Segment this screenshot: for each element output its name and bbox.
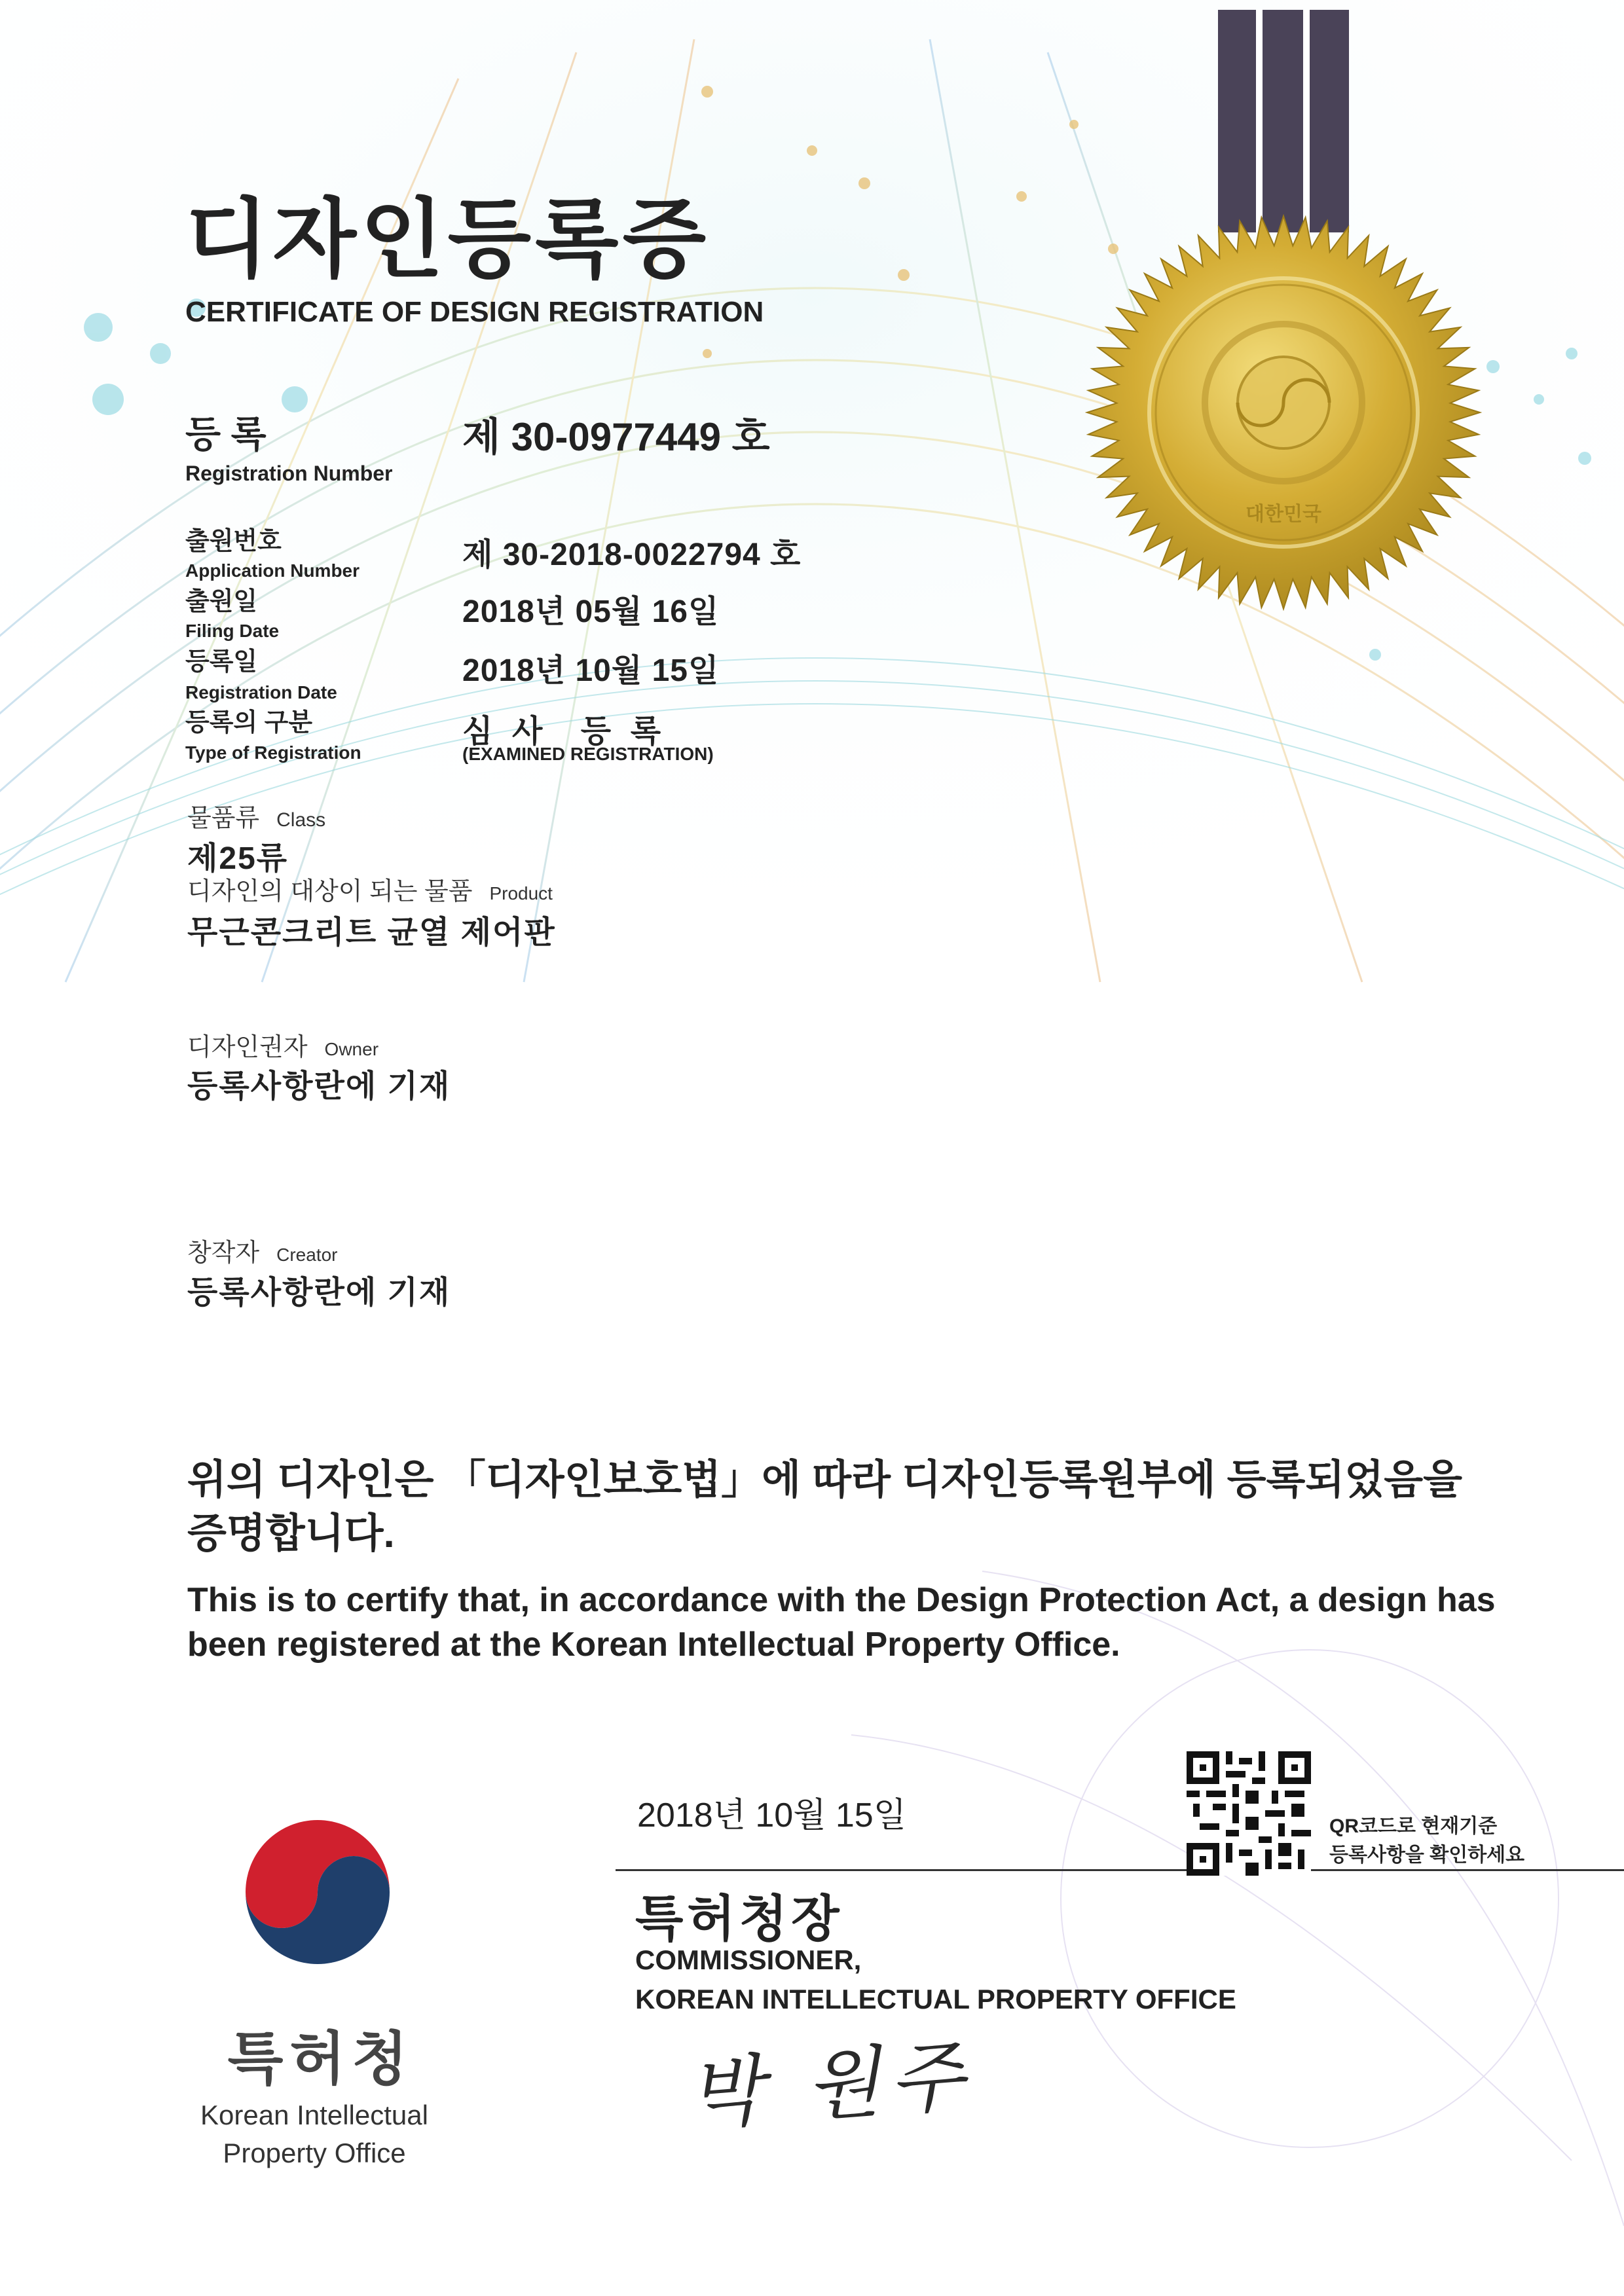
class-label-ko: 물품류 [187,805,260,832]
registration-date-label-ko: 등록일 [185,648,258,676]
qr-note-line1: QR코드로 현재기준 [1329,1815,1498,1837]
kipo-name-ko: 특허청 [227,2026,415,2091]
owner-label-ko: 디자인권자 [187,1034,308,1061]
issue-date: 2018년 10월 15일 [637,1796,906,1834]
filing-date-label-en: Filing Date [185,621,280,641]
registration-date-value: 2018년 10월 15일 [462,653,720,688]
creator-label [187,1232,338,1268]
commissioner-title-en-1: COMMISSIONER, [635,1944,862,1975]
filing-date-value: 2018년 05월 16일 [462,594,720,629]
certification-statement-en: This is to certify that, in accordance with the Design Protection Act, a design has been registered at the Korean Intellectual Property Office. [187,1581,1496,1664]
seal-text: 대한민국 [1246,503,1321,526]
page-subtitle: CERTIFICATE OF DESIGN REGISTRATION [185,296,764,328]
kipo-name-en [177,2096,452,2172]
product-label [187,871,553,907]
qr-note-line2: 등록사항을 확인하세요 [1329,1844,1525,1866]
registration-label-en: Registration Number [185,462,393,485]
product-value: 무근콘크리트 균열 제어판 [187,915,556,950]
class-value: 제25류 [187,841,289,876]
registration-type-sub: (EXAMINED REGISTRATION) [462,744,714,764]
creator-value: 등록사항란에 기재 [187,1275,451,1310]
owner-label [187,1027,378,1063]
commissioner-title-en [635,1941,1236,2019]
kipo-logo-icon [219,1794,416,1990]
owner-value: 등록사항란에 기재 [187,1069,451,1104]
certification-statement-ko: 위의 디자인은 「디자인보호법」에 따라 디자인등록원부에 등록되었음을 증명합니다. [187,1457,1462,1556]
seal-ribbon [1218,10,1349,232]
owner-label-en: Owner [324,1039,379,1059]
product-label-ko: 디자인의 대상이 되는 물품 [187,878,473,905]
commissioner-title-ko: 특허청장 [635,1891,843,1947]
registration-type-label-en: Type of Registration [185,742,361,763]
registration-label-ko: 등 록 [185,414,267,455]
class-label [187,797,325,833]
product-label-en: Product [489,883,553,903]
qr-note [1329,1812,1524,1870]
filing-date-label-ko: 출원일 [185,588,258,615]
commissioner-title-en-2: KOREAN INTELLECTUAL PROPERTY OFFICE [635,1984,1236,2014]
gold-seal-icon [1084,213,1483,612]
creator-label-ko: 창작자 [187,1239,260,1267]
registration-number: 제 30-0977449 호 [462,415,770,459]
application-number-label-ko: 출원번호 [185,528,282,555]
kipo-name-en-1: Korean Intellectual [200,2100,428,2130]
application-number-label-en: Application Number [185,560,360,581]
registration-date-label-en: Registration Date [185,682,337,702]
class-label-en: Class [276,809,326,831]
qr-code[interactable] [1187,1751,1311,1876]
registration-type-value: 심 사 등 록 [462,714,662,749]
commissioner-signature: 박 원주 [685,2030,976,2140]
page-title: 디자인등록증 [185,191,710,287]
application-number-value: 제 30-2018-0022794 호 [462,538,802,572]
kipo-name-en-2: Property Office [223,2138,406,2168]
creator-label-en: Creator [276,1245,338,1265]
registration-type-label-ko: 등록의 구분 [185,709,313,737]
